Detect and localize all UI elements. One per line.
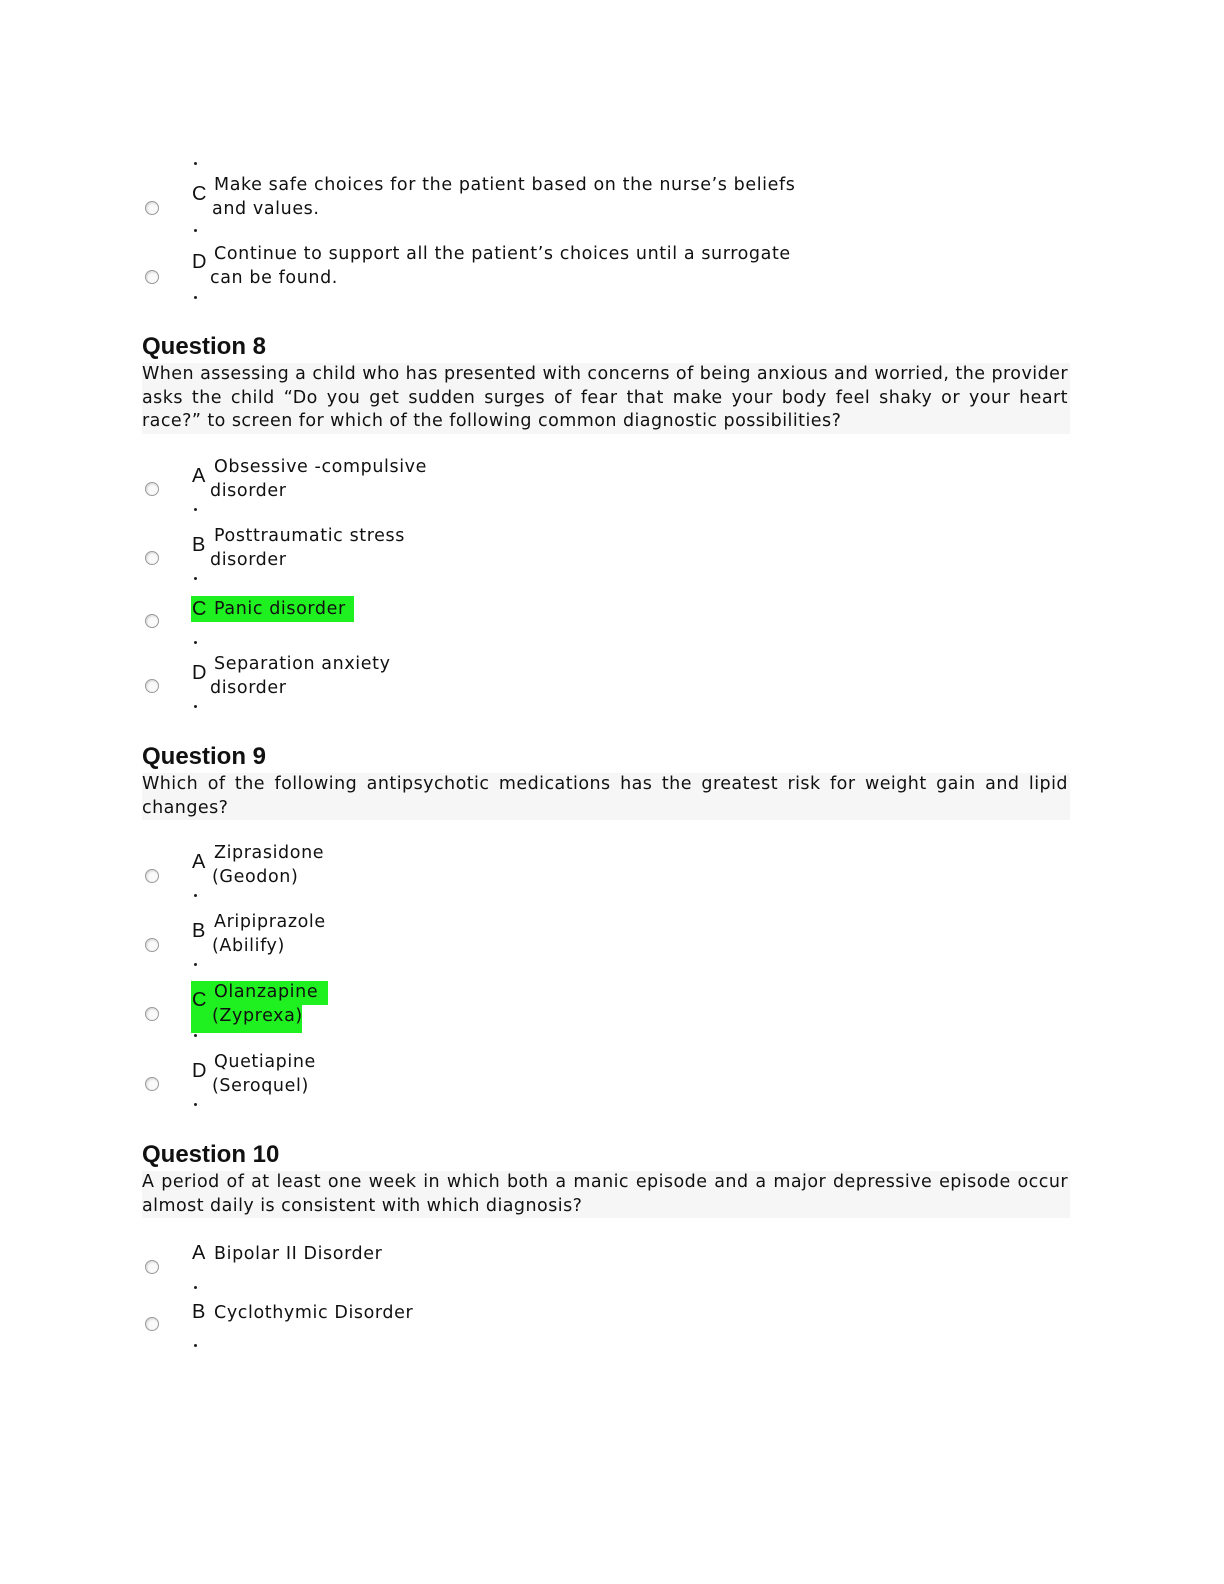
q8-option-c-radio[interactable] [145,614,159,628]
q7-option-d-line1: Continue to support all the patient’s choices until a surrogate [214,244,791,264]
q8-option-d-text[interactable] [210,653,391,700]
q8-option-c-line1: Panic disorder [214,599,346,619]
bullet-dot [194,641,197,644]
q9-option-b-letter: B [192,920,206,942]
q9-option-b-text[interactable] [210,911,326,958]
q10-option-b-radio[interactable] [145,1317,159,1331]
q9-option-d-line2: (Seroquel) [212,1075,309,1096]
bullet-dot [194,963,197,966]
q8-question-text: When assessing a child who has presented with concerns of being anxious and worried, the provider asks the child “Do you get sudden surges of fear that make your body feel shaky or your heart race?” to screen for which of the following common diagnostic possibilities? [142,363,1070,434]
q9-option-d-radio[interactable] [145,1077,159,1091]
bullet-dot [194,162,197,165]
q8-option-b-text[interactable] [210,525,405,572]
q8-option-c-letter: C [192,598,207,620]
q9-question-text: Which of the following antipsychotic medications has the greatest risk for weight gain and lipid changes? [142,773,1070,820]
q9-option-c-line2: (Zyprexa) [212,1005,303,1026]
bullet-dot [194,296,197,299]
q9-option-b-line2: (Abilify) [212,935,285,956]
q10-question-text: A period of at least one week in which both a manic episode and a major depressive episode occur almost daily is consistent with which diagnosis? [142,1171,1070,1218]
q7-option-d-radio[interactable] [145,270,159,284]
q10-option-a-line1: Bipolar II Disorder [214,1244,383,1264]
q10-option-b-line1: Cyclothymic Disorder [214,1303,414,1323]
q8-option-d-letter: D [192,662,207,684]
q8-option-b-line2: disorder [210,549,287,570]
bullet-dot [194,1103,197,1106]
q9-option-b-radio[interactable] [145,938,159,952]
q9-option-a-line1: Ziprasidone [214,843,325,863]
q7-option-d-line2: can be found. [210,267,338,288]
q9-option-c-text[interactable] [210,981,318,1028]
q9-option-a-letter: A [192,851,206,873]
q9-option-c-letter: C [192,989,207,1011]
q7-option-c-letter: C [192,183,207,205]
q10-option-a-radio[interactable] [145,1260,159,1274]
bullet-dot [194,1344,197,1347]
bullet-dot [194,577,197,580]
q8-option-a-text[interactable] [210,456,427,503]
q7-option-d-text[interactable] [210,243,791,290]
q8-option-a-line1: Obsessive -compulsive [214,457,428,477]
q8-option-b-radio[interactable] [145,551,159,565]
q8-option-d-line2: disorder [210,677,287,698]
q8-title: Question 8 [142,333,267,360]
bullet-dot [194,1034,197,1037]
q9-option-c-line1: Olanzapine [214,982,319,1002]
bullet-dot [194,894,197,897]
q8-option-a-line2: disorder [210,480,287,501]
q9-option-d-letter: D [192,1060,207,1082]
q10-option-b-text[interactable] [210,1302,413,1326]
q7-option-c-text[interactable] [210,174,795,221]
q10-option-a-text[interactable] [210,1243,382,1267]
q7-option-c-line2: and values. [212,198,320,219]
q7-option-c-line1: Make safe choices for the patient based on the nurse’s beliefs [214,175,796,195]
q10-option-b-letter: B [192,1301,206,1323]
bullet-dot [194,508,197,511]
q10-option-a-letter: A [192,1242,206,1264]
q9-option-b-line1: Aripiprazole [214,912,326,932]
bullet-dot [194,1286,197,1289]
q9-option-a-text[interactable] [210,842,324,889]
q9-option-a-line2: (Geodon) [212,866,299,887]
q8-option-a-radio[interactable] [145,482,159,496]
q8-option-a-letter: A [192,465,206,487]
q7-option-d-letter: D [192,251,207,273]
q8-option-c-text[interactable] [210,598,346,622]
q8-option-d-line1: Separation anxiety [214,654,391,674]
q9-option-c-radio[interactable] [145,1007,159,1021]
q9-option-d-text[interactable] [210,1051,316,1098]
q10-title: Question 10 [142,1141,280,1168]
q9-option-a-radio[interactable] [145,869,159,883]
q7-option-c-radio[interactable] [145,201,159,215]
bullet-dot [194,705,197,708]
q9-title: Question 9 [142,743,267,770]
q8-option-d-radio[interactable] [145,679,159,693]
q8-option-b-line1: Posttraumatic stress [214,526,405,546]
q8-option-b-letter: B [192,534,206,556]
q9-option-d-line1: Quetiapine [214,1052,316,1072]
bullet-dot [194,229,197,232]
